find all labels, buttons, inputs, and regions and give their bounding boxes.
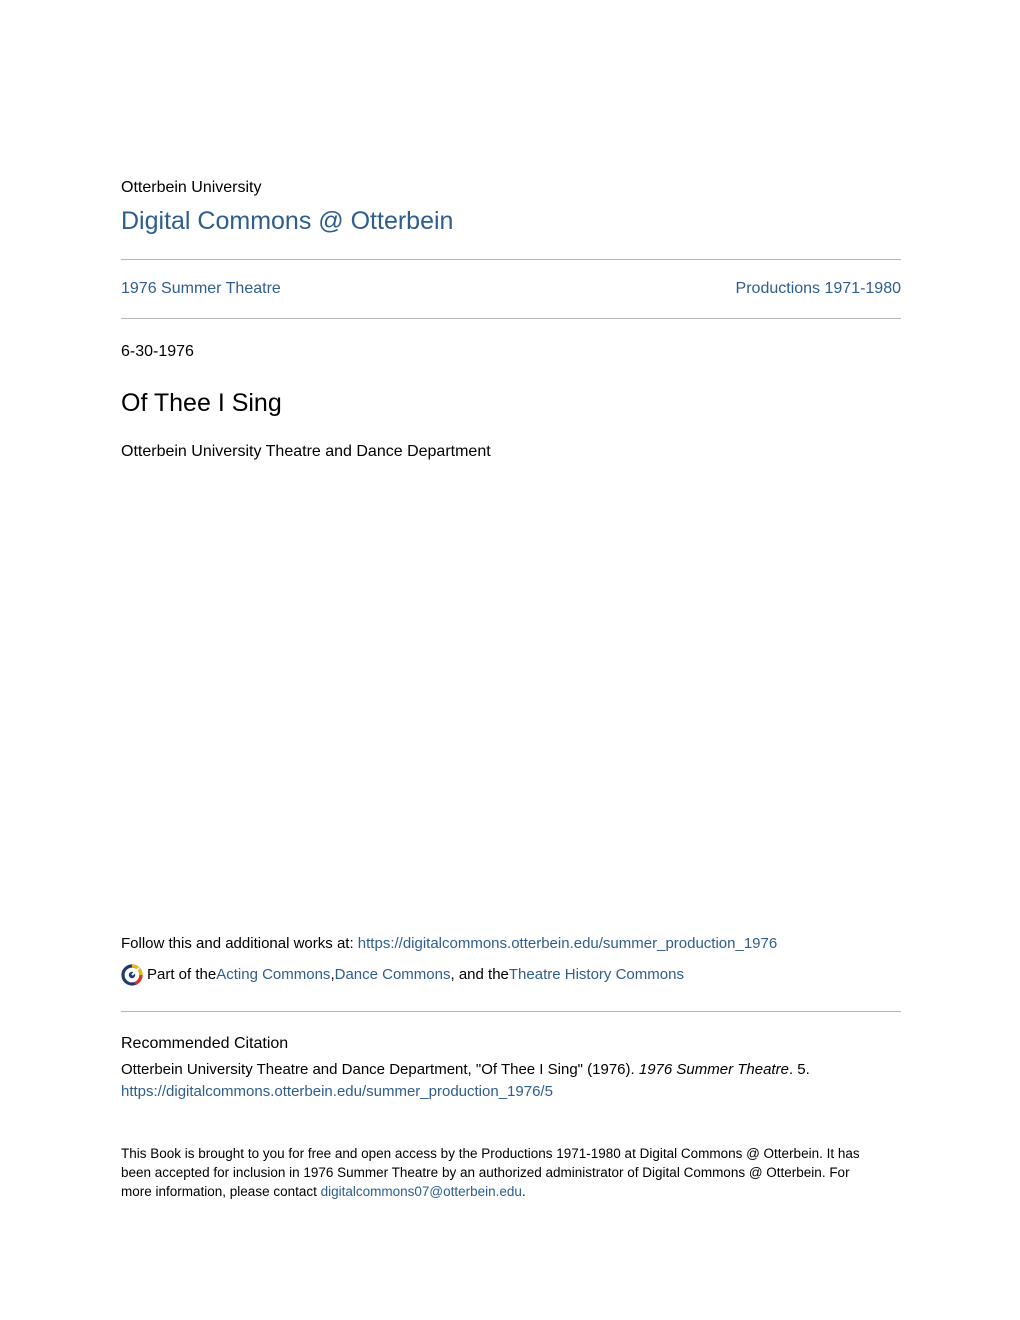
access-text: This Book is brought to you for free and open access by the Productions 1971-1980 at Digital Commons @ Otterbein. It has been accepted for inclusion in 1976 Summer Theatre by an authorized administrator of Digital Commons @ Otterbein. For more information, please contact bbox=[121, 1146, 860, 1199]
disciplines-line bbox=[121, 963, 684, 987]
citation-series: 1976 Summer Theatre bbox=[638, 1061, 789, 1078]
divider bbox=[121, 259, 901, 260]
cover-page bbox=[121, 0, 901, 1320]
access-statement bbox=[121, 1144, 861, 1201]
discipline-link-dance[interactable]: Dance Commons bbox=[334, 966, 451, 983]
citation-text: Otterbein University Theatre and Dance Department, "Of Thee I Sing" (1976). bbox=[121, 1061, 639, 1078]
network-icon bbox=[121, 964, 143, 986]
divider bbox=[121, 318, 901, 319]
separator: , bbox=[330, 966, 335, 983]
parent-collection-link[interactable]: Productions 1971-1980 bbox=[735, 280, 901, 297]
institution-name: Otterbein University bbox=[121, 179, 262, 196]
discipline-link-acting[interactable]: Acting Commons bbox=[216, 966, 331, 983]
citation-number: . 5. bbox=[788, 1061, 810, 1078]
disciplines-prefix: Part of the bbox=[147, 966, 217, 983]
citation-body bbox=[121, 1059, 901, 1103]
follow-line bbox=[121, 934, 777, 954]
separator: , and the bbox=[450, 966, 509, 983]
publication-date: 6-30-1976 bbox=[121, 343, 194, 360]
follow-prefix: Follow this and additional works at: bbox=[121, 935, 358, 952]
collection-link[interactable]: 1976 Summer Theatre bbox=[121, 280, 281, 297]
item-title: Of Thee I Sing bbox=[121, 389, 282, 417]
access-end: . bbox=[521, 1184, 526, 1199]
item-author: Otterbein University Theatre and Dance Department bbox=[121, 443, 491, 460]
discipline-link-theatre-history[interactable]: Theatre History Commons bbox=[508, 966, 684, 983]
citation-url-link[interactable]: https://digitalcommons.otterbein.edu/summer_production_1976/5 bbox=[121, 1083, 553, 1100]
contact-email-link[interactable]: digitalcommons07@otterbein.edu bbox=[320, 1184, 522, 1199]
citation-heading: Recommended Citation bbox=[121, 1035, 289, 1052]
divider bbox=[121, 1011, 901, 1012]
follow-url-link[interactable]: https://digitalcommons.otterbein.edu/summer_production_1976 bbox=[357, 935, 778, 952]
repository-link[interactable]: Digital Commons @ Otterbein bbox=[121, 207, 454, 235]
